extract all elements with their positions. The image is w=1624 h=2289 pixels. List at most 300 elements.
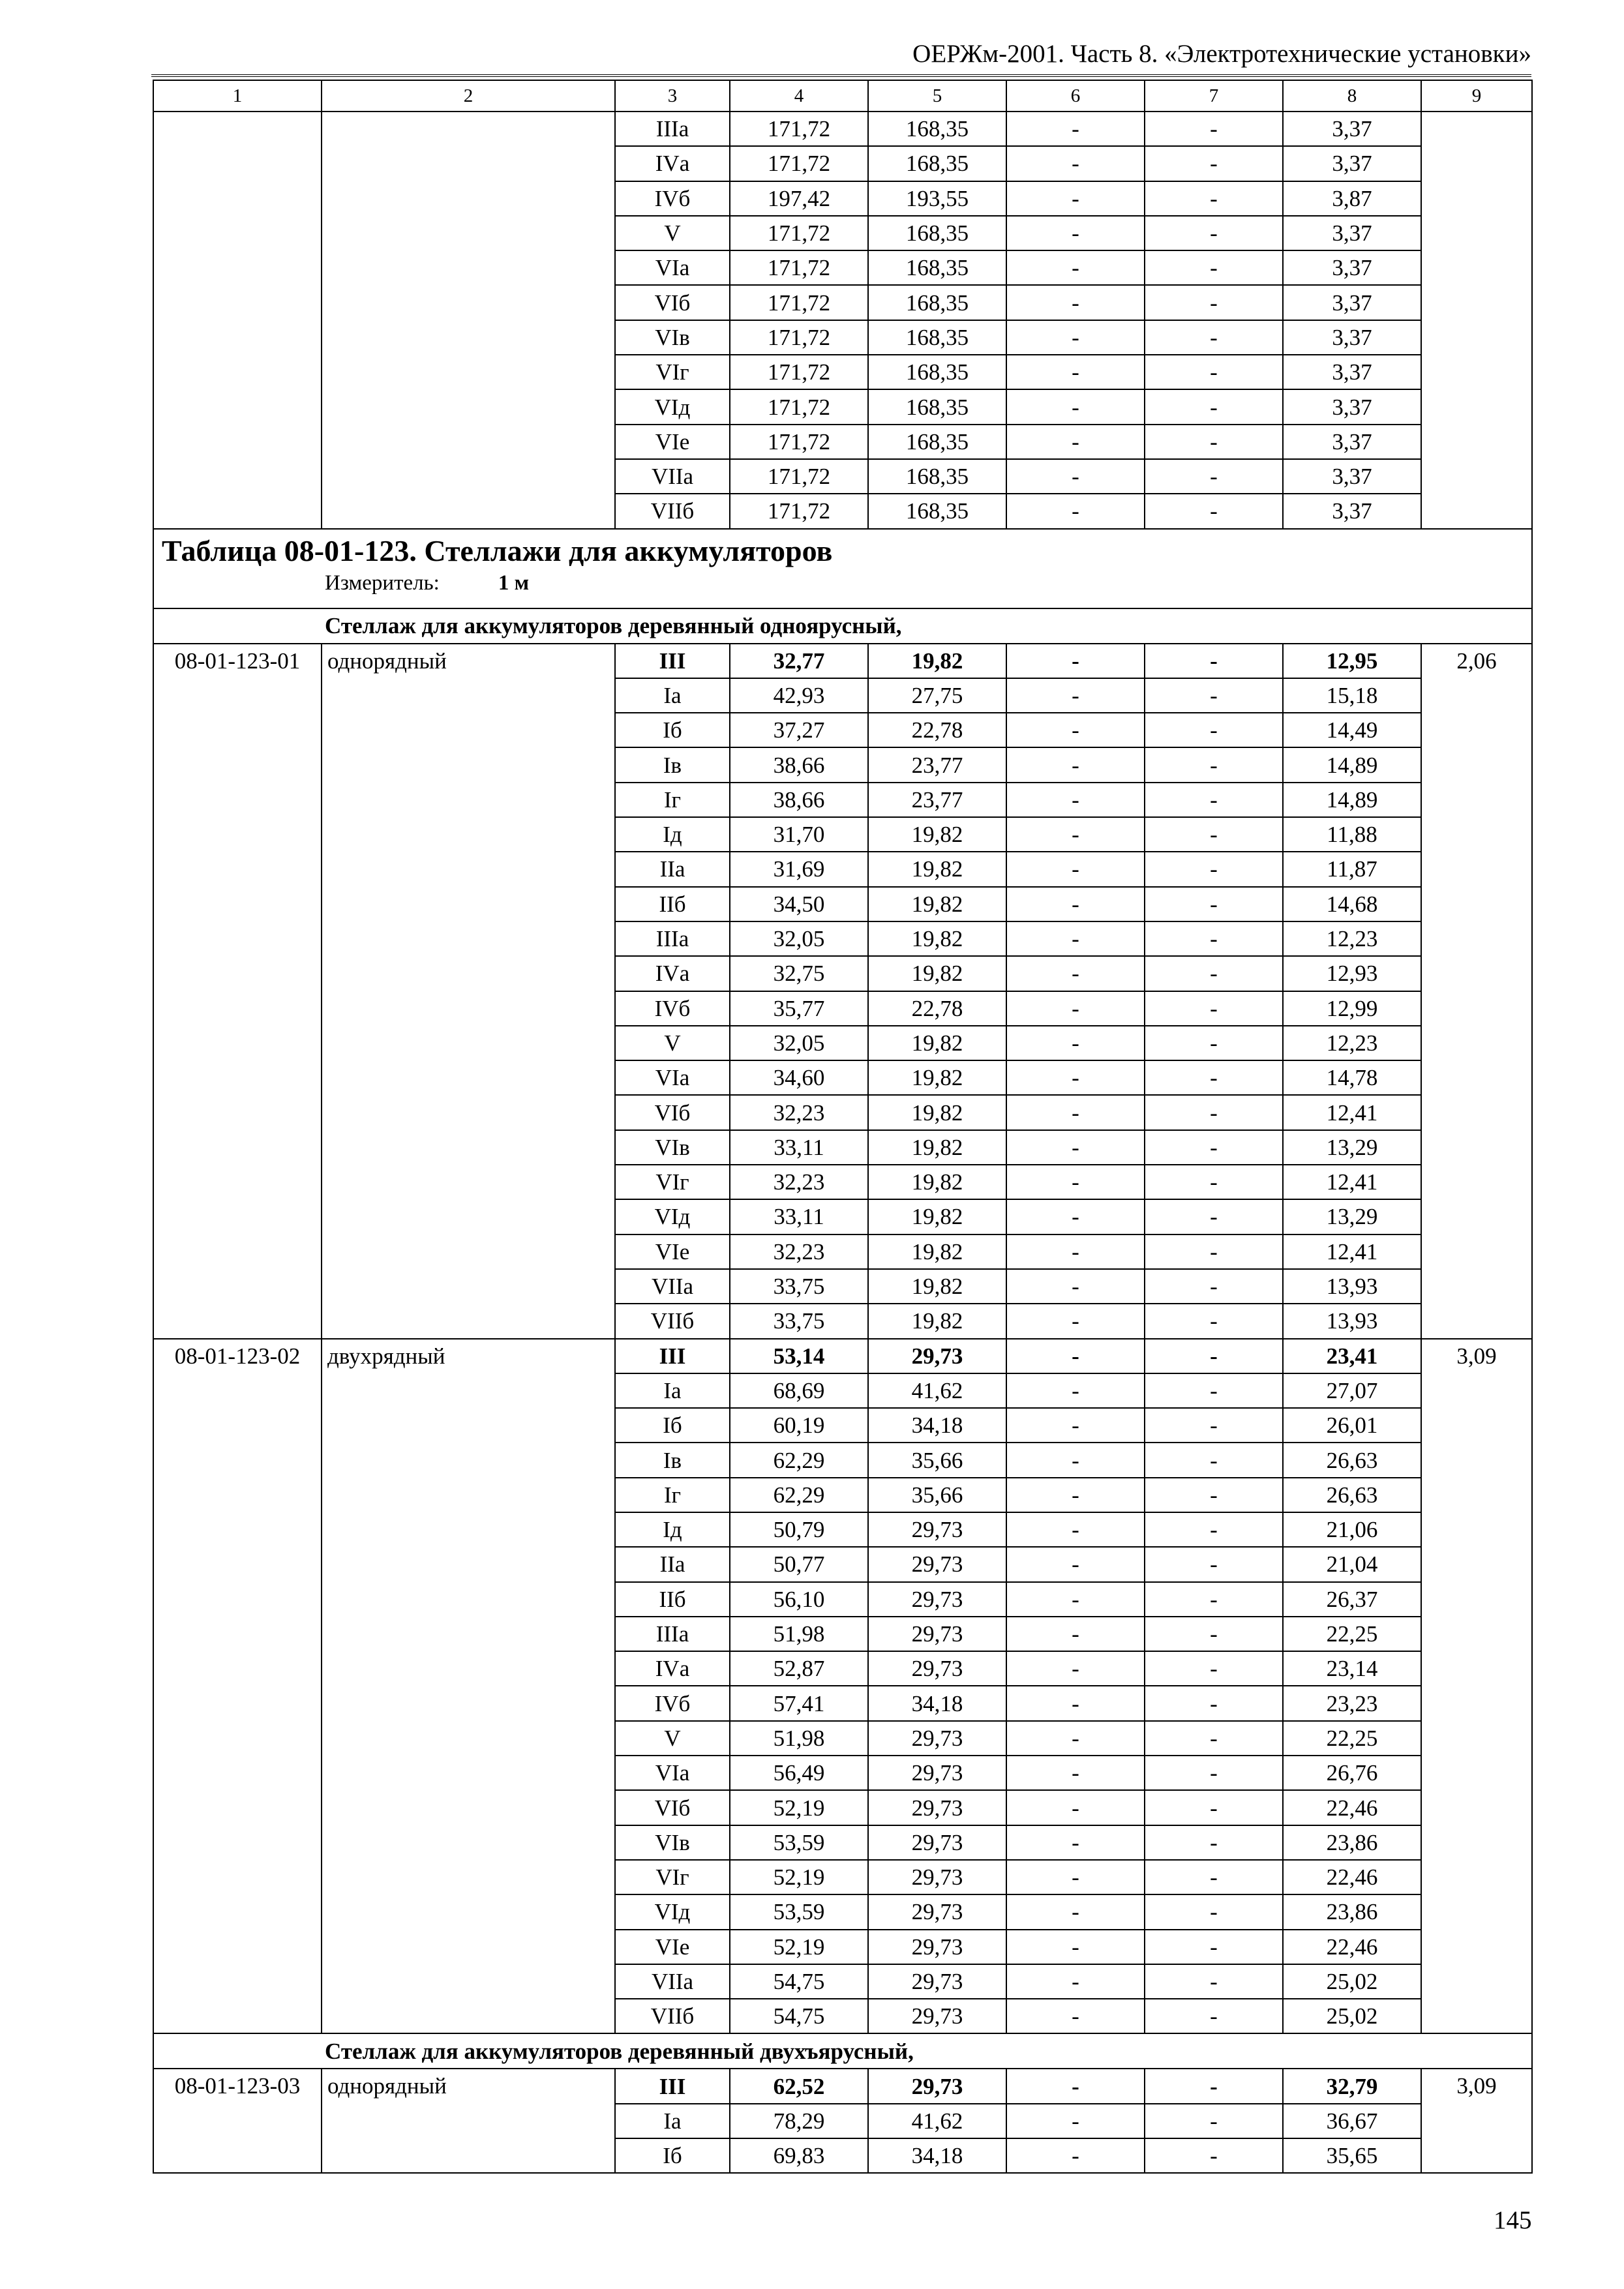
value-cell: - xyxy=(1006,1304,1145,1338)
value-cell: - xyxy=(1145,1651,1283,1686)
value-cell: - xyxy=(1145,852,1283,886)
region-cell: Iб xyxy=(615,1408,730,1443)
value-cell: - xyxy=(1006,644,1145,678)
value-cell: 29,73 xyxy=(868,1894,1006,1929)
value-cell: 62,29 xyxy=(730,1478,868,1512)
rates-table xyxy=(153,80,1533,2174)
value-cell: 193,55 xyxy=(868,181,1006,216)
value-cell: 14,68 xyxy=(1283,887,1421,921)
value-cell: 168,35 xyxy=(868,459,1006,494)
name-cell xyxy=(322,112,615,529)
value-cell: - xyxy=(1006,783,1145,817)
value-cell: 3,37 xyxy=(1283,216,1421,250)
value-cell: 38,66 xyxy=(730,783,868,817)
value-cell: 29,73 xyxy=(868,1860,1006,1894)
value-cell: 14,49 xyxy=(1283,713,1421,747)
value-cell: - xyxy=(1145,1234,1283,1269)
value-cell: - xyxy=(1145,2104,1283,2138)
value-cell: 34,50 xyxy=(730,887,868,921)
value-cell: 12,23 xyxy=(1283,1026,1421,1060)
region-cell: V xyxy=(615,216,730,250)
value-cell: 25,02 xyxy=(1283,1964,1421,1999)
value-cell: - xyxy=(1006,1617,1145,1651)
value-cell: - xyxy=(1006,459,1145,494)
value-cell: - xyxy=(1006,1964,1145,1999)
region-cell: Iа xyxy=(615,2104,730,2138)
value-cell: 23,23 xyxy=(1283,1686,1421,1720)
value-cell: 29,73 xyxy=(868,1547,1006,1581)
region-cell: VIб xyxy=(615,285,730,320)
page-header xyxy=(151,38,1531,77)
value-cell: 50,79 xyxy=(730,1512,868,1547)
value-cell: - xyxy=(1006,1026,1145,1060)
value-cell: - xyxy=(1006,1894,1145,1929)
region-cell: VIIа xyxy=(615,1269,730,1304)
header-title: ОЕРЖм-2001. Часть 8. «Электротехнические установки» xyxy=(912,40,1531,68)
value-cell: 29,73 xyxy=(868,1825,1006,1860)
value-cell: - xyxy=(1006,112,1145,146)
value-cell: 33,11 xyxy=(730,1199,868,1234)
value-cell: 22,78 xyxy=(868,713,1006,747)
value-cell: 168,35 xyxy=(868,216,1006,250)
value-cell: 13,29 xyxy=(1283,1199,1421,1234)
section-title: Стеллаж для аккумуляторов деревянный двухъярусный, xyxy=(153,2033,1532,2069)
value-cell: 34,18 xyxy=(868,1408,1006,1443)
value-cell: 32,05 xyxy=(730,921,868,956)
value-cell: 29,73 xyxy=(868,1512,1006,1547)
value-cell: - xyxy=(1006,887,1145,921)
value-cell: - xyxy=(1006,181,1145,216)
value-cell: 12,41 xyxy=(1283,1234,1421,1269)
value-cell: - xyxy=(1145,1304,1283,1338)
region-cell: IIIа xyxy=(615,1617,730,1651)
value-cell: 54,75 xyxy=(730,1999,868,2033)
region-cell: Iа xyxy=(615,678,730,713)
value-cell: 52,19 xyxy=(730,1930,868,1964)
value-cell: 3,87 xyxy=(1283,181,1421,216)
value-cell: - xyxy=(1145,146,1283,181)
region-cell: VIIа xyxy=(615,459,730,494)
value-cell: - xyxy=(1145,1756,1283,1790)
value-cell: 42,93 xyxy=(730,678,868,713)
table-row xyxy=(153,2069,1532,2103)
value-cell: 52,19 xyxy=(730,1790,868,1825)
value-cell: 12,95 xyxy=(1283,644,1421,678)
value-cell: 29,73 xyxy=(868,1930,1006,1964)
value-cell: 29,73 xyxy=(868,1339,1006,1373)
region-cell: VIд xyxy=(615,1894,730,1929)
value-cell: 60,19 xyxy=(730,1408,868,1443)
region-cell: IVб xyxy=(615,1686,730,1720)
value-cell: 33,75 xyxy=(730,1304,868,1338)
value-cell: 19,82 xyxy=(868,852,1006,886)
value-cell: - xyxy=(1145,956,1283,991)
section-title-row xyxy=(153,2033,1532,2069)
value-cell: 171,72 xyxy=(730,425,868,459)
value-cell: - xyxy=(1006,494,1145,528)
value-cell: 19,82 xyxy=(868,1304,1006,1338)
name-cell: однорядный xyxy=(322,2069,615,2173)
value-cell: 29,73 xyxy=(868,2069,1006,2103)
value-cell: 51,98 xyxy=(730,1617,868,1651)
value-cell: - xyxy=(1006,1095,1145,1130)
value-cell: 35,66 xyxy=(868,1443,1006,1477)
value-cell: 69,83 xyxy=(730,2138,868,2173)
value-cell: 19,82 xyxy=(868,1234,1006,1269)
value-cell: - xyxy=(1145,1894,1283,1929)
region-cell: IVа xyxy=(615,956,730,991)
value-cell: 29,73 xyxy=(868,1964,1006,1999)
value-cell: 171,72 xyxy=(730,250,868,285)
section-title-row xyxy=(153,608,1532,644)
value-cell: 171,72 xyxy=(730,285,868,320)
value-cell: 34,60 xyxy=(730,1060,868,1095)
value-cell: - xyxy=(1145,1964,1283,1999)
table-row xyxy=(153,644,1532,678)
value-cell: 25,02 xyxy=(1283,1999,1421,2033)
page-number: 145 xyxy=(1494,2206,1532,2234)
value-cell: 3,37 xyxy=(1283,146,1421,181)
section-title: Стеллаж для аккумуляторов деревянный одноярусный, xyxy=(153,608,1532,644)
value-cell: - xyxy=(1006,1339,1145,1373)
name-cell: двухрядный xyxy=(322,1339,615,2034)
value-cell: - xyxy=(1145,783,1283,817)
value-cell: 3,37 xyxy=(1283,459,1421,494)
value-cell: 29,73 xyxy=(868,1651,1006,1686)
value-cell: - xyxy=(1145,1686,1283,1720)
value-cell: 11,87 xyxy=(1283,852,1421,886)
value-cell: - xyxy=(1006,1512,1145,1547)
region-cell: Iб xyxy=(615,713,730,747)
value-cell: - xyxy=(1145,1930,1283,1964)
value-cell: 53,59 xyxy=(730,1894,868,1929)
value-cell: - xyxy=(1145,1339,1283,1373)
value-cell: 41,62 xyxy=(868,1373,1006,1408)
value-cell: - xyxy=(1145,425,1283,459)
region-cell: VIв xyxy=(615,1130,730,1165)
value-cell: - xyxy=(1006,1582,1145,1617)
value-cell: 22,78 xyxy=(868,991,1006,1026)
labor-cell: 2,06 xyxy=(1421,644,1532,1339)
value-cell: - xyxy=(1145,1721,1283,1756)
region-cell: Iв xyxy=(615,1443,730,1477)
region-cell: III xyxy=(615,644,730,678)
unit-value: 1 м xyxy=(498,571,530,595)
value-cell: 29,73 xyxy=(868,1999,1006,2033)
value-cell: 171,72 xyxy=(730,320,868,355)
region-cell: III xyxy=(615,2069,730,2103)
region-cell: VIг xyxy=(615,1860,730,1894)
code-cell: 08-01-123-01 xyxy=(153,644,322,1339)
value-cell: 34,18 xyxy=(868,2138,1006,2173)
column-number-cell: 7 xyxy=(1145,80,1283,112)
value-cell: 168,35 xyxy=(868,146,1006,181)
column-number-cell: 2 xyxy=(322,80,615,112)
region-cell: IIа xyxy=(615,852,730,886)
value-cell: 19,82 xyxy=(868,1199,1006,1234)
value-cell: - xyxy=(1145,1443,1283,1477)
value-cell: 168,35 xyxy=(868,112,1006,146)
region-cell: VIа xyxy=(615,250,730,285)
value-cell: - xyxy=(1006,1443,1145,1477)
value-cell: - xyxy=(1145,817,1283,852)
value-cell: 23,77 xyxy=(868,783,1006,817)
value-cell: 32,23 xyxy=(730,1095,868,1130)
value-cell: 19,82 xyxy=(868,1095,1006,1130)
value-cell: - xyxy=(1006,355,1145,389)
value-cell: - xyxy=(1145,1825,1283,1860)
value-cell: 19,82 xyxy=(868,921,1006,956)
value-cell: - xyxy=(1145,1269,1283,1304)
region-cell: VIб xyxy=(615,1790,730,1825)
value-cell: 23,14 xyxy=(1283,1651,1421,1686)
value-cell: 34,18 xyxy=(868,1686,1006,1720)
value-cell: 168,35 xyxy=(868,320,1006,355)
value-cell: - xyxy=(1006,1686,1145,1720)
value-cell: - xyxy=(1006,389,1145,424)
value-cell: - xyxy=(1145,181,1283,216)
region-cell: VIд xyxy=(615,389,730,424)
value-cell: 29,73 xyxy=(868,1756,1006,1790)
value-cell: - xyxy=(1006,1547,1145,1581)
value-cell: - xyxy=(1006,1269,1145,1304)
value-cell: 14,78 xyxy=(1283,1060,1421,1095)
value-cell: 32,23 xyxy=(730,1234,868,1269)
value-cell: 197,42 xyxy=(730,181,868,216)
value-cell: - xyxy=(1006,1930,1145,1964)
column-number-cell: 6 xyxy=(1006,80,1145,112)
value-cell: - xyxy=(1145,355,1283,389)
region-cell: Iа xyxy=(615,1373,730,1408)
value-cell: 3,37 xyxy=(1283,355,1421,389)
region-cell: IIIа xyxy=(615,112,730,146)
value-cell: - xyxy=(1006,216,1145,250)
value-cell: 19,82 xyxy=(868,644,1006,678)
value-cell: - xyxy=(1145,1060,1283,1095)
value-cell: - xyxy=(1145,1130,1283,1165)
value-cell: 19,82 xyxy=(868,1165,1006,1199)
value-cell: 33,11 xyxy=(730,1130,868,1165)
value-cell: - xyxy=(1145,1478,1283,1512)
value-cell: - xyxy=(1006,678,1145,713)
region-cell: VIа xyxy=(615,1756,730,1790)
value-cell: - xyxy=(1145,2069,1283,2103)
region-cell: VIв xyxy=(615,320,730,355)
unit-label: Измеритель: xyxy=(325,571,440,595)
value-cell: 3,37 xyxy=(1283,112,1421,146)
value-cell: 41,62 xyxy=(868,2104,1006,2138)
labor-cell: 3,09 xyxy=(1421,1339,1532,2034)
value-cell: 23,86 xyxy=(1283,1825,1421,1860)
value-cell: 171,72 xyxy=(730,355,868,389)
value-cell: 3,37 xyxy=(1283,285,1421,320)
value-cell: 56,49 xyxy=(730,1756,868,1790)
region-cell: IVа xyxy=(615,146,730,181)
value-cell: - xyxy=(1006,1825,1145,1860)
value-cell: - xyxy=(1006,1790,1145,1825)
region-cell: IVа xyxy=(615,1651,730,1686)
region-cell: IIб xyxy=(615,1582,730,1617)
value-cell: - xyxy=(1006,817,1145,852)
value-cell: - xyxy=(1006,1130,1145,1165)
value-cell: 29,73 xyxy=(868,1790,1006,1825)
value-cell: 53,14 xyxy=(730,1339,868,1373)
value-cell: 22,46 xyxy=(1283,1790,1421,1825)
value-cell: 13,29 xyxy=(1283,1130,1421,1165)
value-cell: - xyxy=(1006,956,1145,991)
column-number-cell: 4 xyxy=(730,80,868,112)
region-cell: VIг xyxy=(615,1165,730,1199)
table-title-cell xyxy=(153,529,1532,608)
labor-cell: 3,09 xyxy=(1421,2069,1532,2173)
value-cell: 32,77 xyxy=(730,644,868,678)
region-cell: VIIа xyxy=(615,1964,730,1999)
value-cell: 19,82 xyxy=(868,817,1006,852)
value-cell: 26,01 xyxy=(1283,1408,1421,1443)
value-cell: 27,07 xyxy=(1283,1373,1421,1408)
value-cell: 23,77 xyxy=(868,747,1006,782)
value-cell: 22,25 xyxy=(1283,1617,1421,1651)
labor-cell xyxy=(1421,112,1532,529)
value-cell: 78,29 xyxy=(730,2104,868,2138)
value-cell: 51,98 xyxy=(730,1721,868,1756)
value-cell: - xyxy=(1006,1408,1145,1443)
value-cell: - xyxy=(1145,1617,1283,1651)
value-cell: 31,70 xyxy=(730,817,868,852)
value-cell: 26,63 xyxy=(1283,1443,1421,1477)
value-cell: 23,86 xyxy=(1283,1894,1421,1929)
value-cell: 168,35 xyxy=(868,389,1006,424)
value-cell: - xyxy=(1006,1651,1145,1686)
region-cell: Iд xyxy=(615,817,730,852)
value-cell: 56,10 xyxy=(730,1582,868,1617)
value-cell: 37,27 xyxy=(730,713,868,747)
value-cell: 12,41 xyxy=(1283,1095,1421,1130)
value-cell: - xyxy=(1006,1199,1145,1234)
value-cell: 52,87 xyxy=(730,1651,868,1686)
region-cell: VIе xyxy=(615,1234,730,1269)
code-cell xyxy=(153,112,322,529)
value-cell: 21,04 xyxy=(1283,1547,1421,1581)
region-cell: Iв xyxy=(615,747,730,782)
value-cell: 38,66 xyxy=(730,747,868,782)
value-cell: - xyxy=(1006,713,1145,747)
value-cell: - xyxy=(1145,1026,1283,1060)
value-cell: - xyxy=(1145,1165,1283,1199)
value-cell: - xyxy=(1145,1790,1283,1825)
value-cell: - xyxy=(1145,921,1283,956)
value-cell: - xyxy=(1145,644,1283,678)
value-cell: - xyxy=(1145,713,1283,747)
value-cell: 29,73 xyxy=(868,1721,1006,1756)
region-cell: V xyxy=(615,1721,730,1756)
value-cell: 19,82 xyxy=(868,1060,1006,1095)
region-cell: IIа xyxy=(615,1547,730,1581)
value-cell: 32,79 xyxy=(1283,2069,1421,2103)
value-cell: 22,46 xyxy=(1283,1860,1421,1894)
table-title-row xyxy=(153,529,1532,608)
value-cell: 62,29 xyxy=(730,1443,868,1477)
region-cell: Iб xyxy=(615,2138,730,2173)
value-cell: 29,73 xyxy=(868,1582,1006,1617)
value-cell: 171,72 xyxy=(730,146,868,181)
region-cell: VIIб xyxy=(615,1999,730,2033)
value-cell: - xyxy=(1145,747,1283,782)
value-cell: 19,82 xyxy=(868,887,1006,921)
table-row xyxy=(153,1339,1532,1373)
value-cell: 32,75 xyxy=(730,956,868,991)
value-cell: - xyxy=(1145,991,1283,1026)
region-cell: III xyxy=(615,1339,730,1373)
value-cell: 50,77 xyxy=(730,1547,868,1581)
value-cell: - xyxy=(1145,494,1283,528)
value-cell: 15,18 xyxy=(1283,678,1421,713)
value-cell: - xyxy=(1006,1373,1145,1408)
value-cell: - xyxy=(1145,1373,1283,1408)
value-cell: 26,37 xyxy=(1283,1582,1421,1617)
value-cell: - xyxy=(1145,678,1283,713)
value-cell: 32,23 xyxy=(730,1165,868,1199)
value-cell: 62,52 xyxy=(730,2069,868,2103)
unit-line xyxy=(154,566,1531,594)
value-cell: 53,59 xyxy=(730,1825,868,1860)
table-row xyxy=(153,112,1532,146)
value-cell: - xyxy=(1006,1060,1145,1095)
value-cell: - xyxy=(1006,991,1145,1026)
value-cell: 171,72 xyxy=(730,389,868,424)
column-number-cell: 8 xyxy=(1283,80,1421,112)
code-cell: 08-01-123-02 xyxy=(153,1339,322,2034)
value-cell: - xyxy=(1006,285,1145,320)
region-cell: VIд xyxy=(615,1199,730,1234)
value-cell: 19,82 xyxy=(868,956,1006,991)
region-cell: IVб xyxy=(615,181,730,216)
value-cell: - xyxy=(1006,2138,1145,2173)
value-cell: 22,46 xyxy=(1283,1930,1421,1964)
value-cell: 171,72 xyxy=(730,494,868,528)
value-cell: 22,25 xyxy=(1283,1721,1421,1756)
value-cell: 3,37 xyxy=(1283,425,1421,459)
value-cell: 168,35 xyxy=(868,285,1006,320)
value-cell: - xyxy=(1006,250,1145,285)
value-cell: 171,72 xyxy=(730,216,868,250)
column-number-cell: 9 xyxy=(1421,80,1532,112)
value-cell: 19,82 xyxy=(868,1269,1006,1304)
region-cell: IVб xyxy=(615,991,730,1026)
value-cell: 168,35 xyxy=(868,494,1006,528)
value-cell: 57,41 xyxy=(730,1686,868,1720)
value-cell: - xyxy=(1006,852,1145,886)
region-cell: IIIа xyxy=(615,921,730,956)
value-cell: - xyxy=(1006,921,1145,956)
value-cell: 12,23 xyxy=(1283,921,1421,956)
region-cell: VIе xyxy=(615,425,730,459)
value-cell: - xyxy=(1006,747,1145,782)
region-cell: VIг xyxy=(615,355,730,389)
value-cell: 35,77 xyxy=(730,991,868,1026)
value-cell: 11,88 xyxy=(1283,817,1421,852)
value-cell: 168,35 xyxy=(868,425,1006,459)
value-cell: - xyxy=(1145,285,1283,320)
value-cell: 26,63 xyxy=(1283,1478,1421,1512)
value-cell: - xyxy=(1145,1199,1283,1234)
value-cell: - xyxy=(1145,389,1283,424)
region-cell: Iг xyxy=(615,783,730,817)
value-cell: 171,72 xyxy=(730,112,868,146)
region-cell: Iд xyxy=(615,1512,730,1547)
value-cell: - xyxy=(1145,887,1283,921)
value-cell: - xyxy=(1145,459,1283,494)
